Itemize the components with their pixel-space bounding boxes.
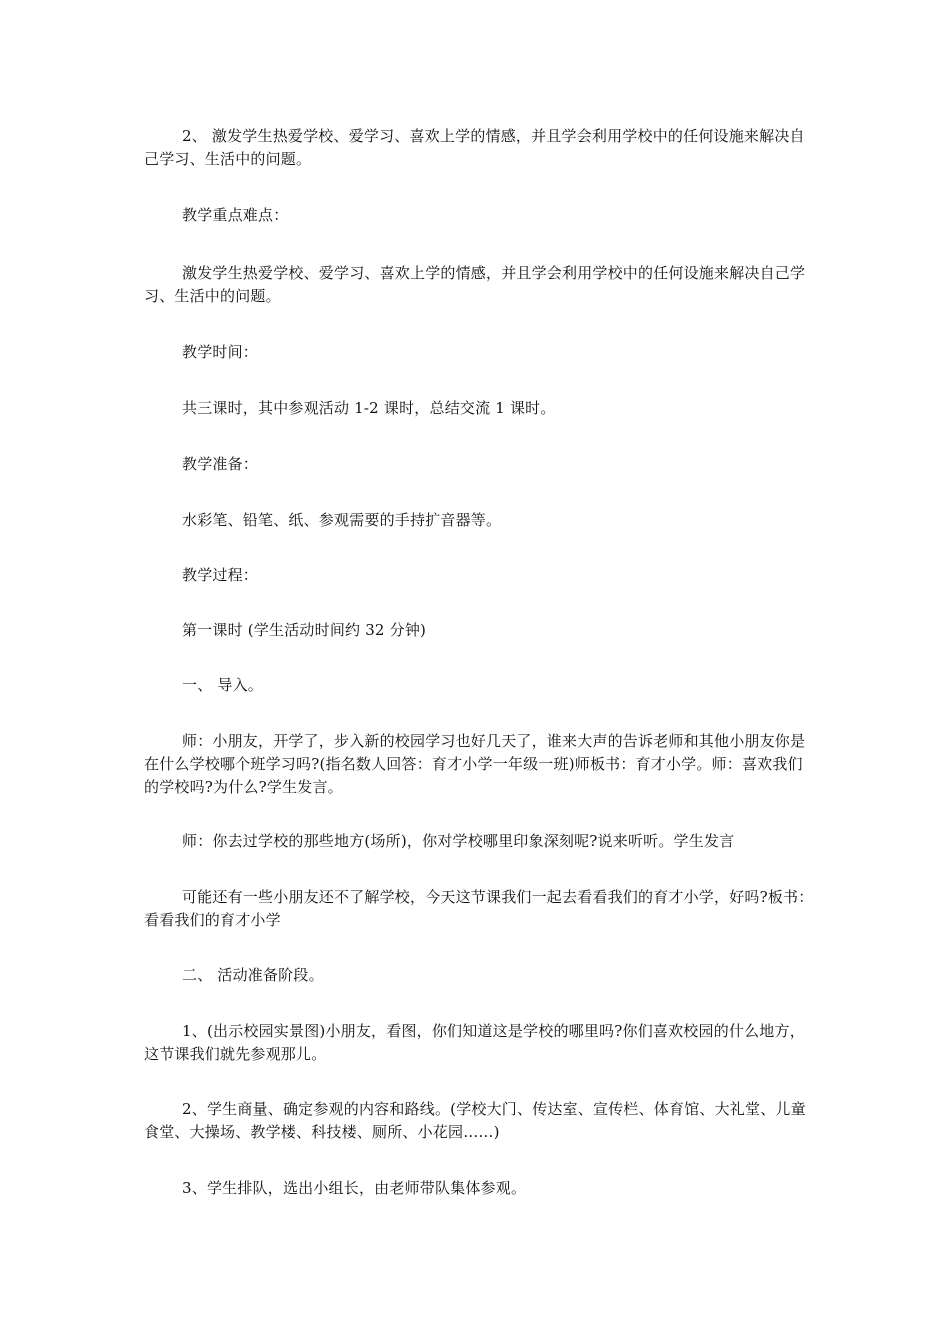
heading-first-lesson: 第一课时 (学生活动时间约 32 分钟) <box>182 621 427 639</box>
paragraph-visit-school: 可能还有一些小朋友还不了解学校，今天这节课我们一起去看看我们的育才小学，好吗?板书：看看我们的育才小学 <box>144 888 814 929</box>
paragraph-teaching-time: 共三课时，其中参观活动 1-2 课时，总结交流 1 课时。 <box>182 399 556 417</box>
paragraph-goal-2: 2、 激发学生热爱学校、爱学习、喜欢上学的情感，并且学会利用学校中的任何设施来解决自己学习、生活中的问题。 <box>144 127 805 168</box>
paragraph-teacher-intro: 师：小朋友，开学了，步入新的校园学习也好几天了，谁来大声的告诉老师和其他小朋友你是在什么学校哪个班学习吗?(指名数人回答：育才小学一年级一班)师板书：育才小学。师：喜欢我们的学校吗?为什么?学生发言。 <box>144 732 806 796</box>
paragraph-key-points: 激发学生热爱学校、爱学习、喜欢上学的情感，并且学会利用学校中的任何设施来解决自己学习、生活中的问题。 <box>144 264 806 305</box>
paragraph-teacher-places: 师：你去过学校的那些地方(场所)，你对学校哪里印象深刻呢?说来听听。学生发言 <box>182 832 735 850</box>
paragraph-step-3: 3、学生排队，选出小组长，由老师带队集体参观。 <box>182 1179 527 1197</box>
heading-key-points: 教学重点难点： <box>182 206 289 224</box>
heading-teaching-time: 教学时间： <box>182 343 259 361</box>
heading-activity-prep: 二、 活动准备阶段。 <box>182 966 324 984</box>
heading-preparation: 教学准备： <box>182 455 259 473</box>
heading-introduction: 一、 导入。 <box>182 676 263 694</box>
paragraph-step-1: 1、(出示校园实景图)小朋友，看图，你们知道这是学校的哪里吗?你们喜欢校园的什么地方，这节课我们就先参观那儿。 <box>144 1022 805 1063</box>
paragraph-step-2: 2、学生商量、确定参观的内容和路线。(学校大门、传达室、宣传栏、体育馆、大礼堂、儿童食堂、大操场、教学楼、科技楼、厕所、小花园……) <box>144 1100 806 1141</box>
heading-process: 教学过程： <box>182 566 259 584</box>
paragraph-preparation: 水彩笔、铅笔、纸、参观需要的手持扩音器等。 <box>182 511 502 529</box>
